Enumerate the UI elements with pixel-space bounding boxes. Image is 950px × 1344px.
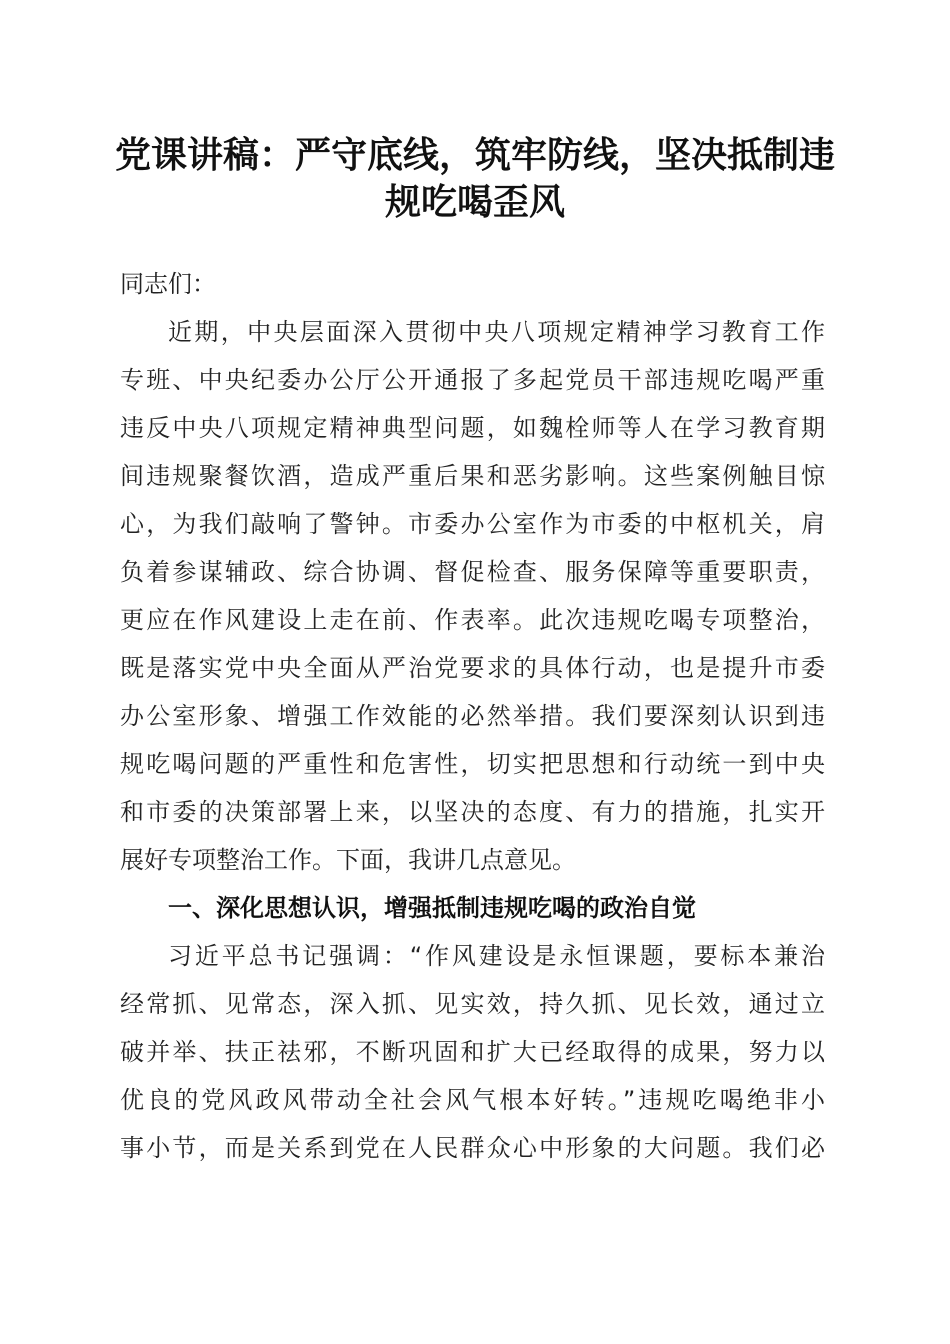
paragraph-line: 违反中央八项规定精神典型问题，如魏栓师等人在学习教育期 [120, 414, 825, 442]
paragraph-line: 展好专项整治工作。下面，我讲几点意见。 [120, 846, 576, 874]
paragraph-line: 和市委的决策部署上来，以坚决的态度、有力的措施，扎实开 [120, 798, 825, 826]
paragraph-line: 更应在作风建设上走在前、作表率。此次违规吃喝专项整治， [120, 606, 825, 634]
paragraph-line: 破并举、扶正祛邪，不断巩固和扩大已经取得的成果，努力以 [120, 1038, 825, 1066]
document-title [110, 132, 840, 226]
title-line-2: 规吃喝歪风 [384, 181, 565, 223]
paragraph-line: 心，为我们敲响了警钟。市委办公室作为市委的中枢机关，肩 [120, 510, 825, 538]
paragraph-line: 办公室形象、增强工作效能的必然举措。我们要深刻认识到违 [120, 702, 825, 730]
paragraph-2 [120, 932, 825, 1172]
paragraph-line: 事小节，而是关系到党在人民群众心中形象的大问题。我们必 [120, 1134, 825, 1162]
paragraph-line: 专班、中央纪委办公厅公开通报了多起党员干部违规吃喝严重 [120, 366, 825, 394]
paragraph-line: 近期，中央层面深入贯彻中央八项规定精神学习教育工作 [168, 318, 825, 346]
document-body [120, 260, 825, 1172]
paragraph-line: 经常抓、见常态，深入抓、见实效，持久抓、见长效，通过立 [120, 990, 825, 1018]
paragraph-line: 间违规聚餐饮酒，造成严重后果和恶劣影响。这些案例触目惊 [120, 462, 825, 490]
paragraph-line: 既是落实党中央全面从严治党要求的具体行动，也是提升市委 [120, 654, 825, 682]
paragraph-line: 规吃喝问题的严重性和危害性，切实把思想和行动统一到中央 [120, 750, 825, 778]
title-line-1: 党课讲稿：严守底线，筑牢防线，坚决抵制违 [114, 134, 835, 176]
paragraph-line: 习近平总书记强调：“作风建设是永恒课题，要标本兼治 [168, 942, 825, 970]
paragraph-line: 优良的党风政风带动全社会风气根本好转。”违规吃喝绝非小 [120, 1086, 825, 1114]
paragraph-1 [120, 308, 825, 884]
salutation: 同志们： [120, 270, 216, 298]
paragraph-line: 负着参谋辅政、综合协调、督促检查、服务保障等重要职责， [120, 558, 825, 586]
section-heading-1: 一、深化思想认识，增强抵制违规吃喝的政治自觉 [168, 894, 696, 922]
